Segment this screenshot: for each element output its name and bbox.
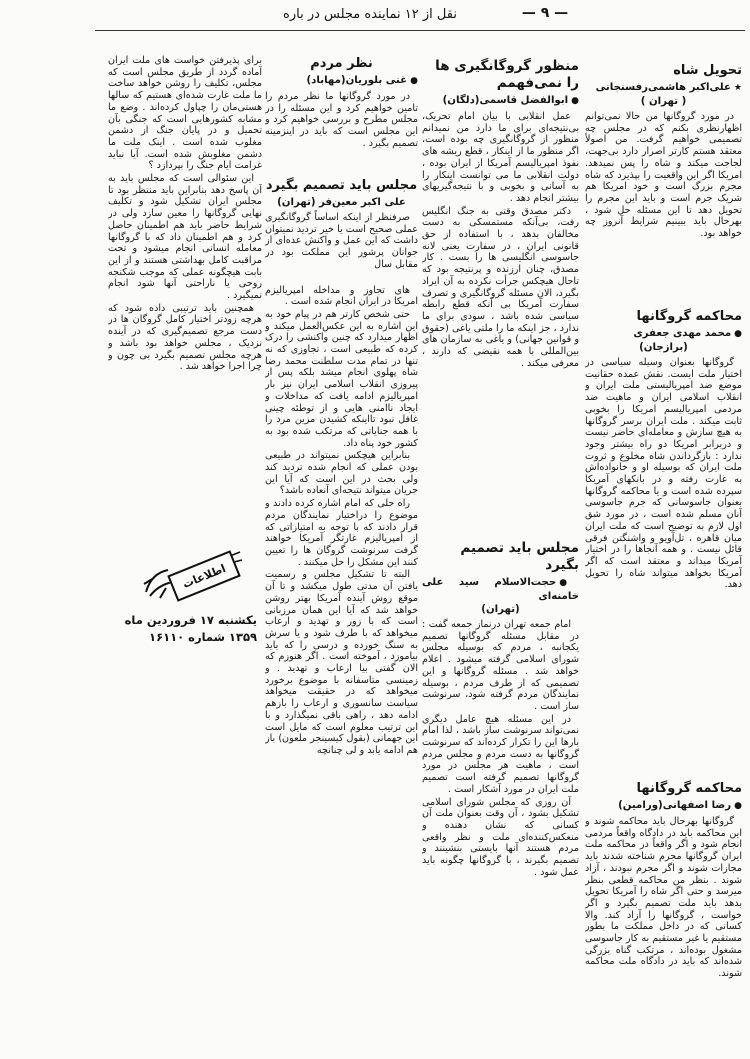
byline	[585, 81, 742, 95]
article-heading: تحویل شاه	[673, 63, 742, 78]
bullet-icon: ●	[734, 801, 742, 811]
byline	[422, 94, 579, 108]
bullet-icon: ●	[571, 96, 579, 106]
article-heading: منظور گروگانگیری ها را نمی‌فهمم	[435, 58, 579, 91]
paragraph: در مورد گروگانها من حالا نمی‌توانم اظهارنظری بکنم که در مجلس چه تصمیمی خواهیم گرفت. من اصولاً معتقد هستم کارتر اصرار دارد بی‌جهت، لجاجت میکند و شاه را پس نمیدهد. امریکا اگر این واقعیت را بپذیرد که شاه مجرم بزرگ است و خود امریکا هم شریک جرم است و باید این مجرم را تحویل دهد تا این مسئله حل شود ، بهرحال باید ببینیم شرایط آنروز چه خواهد بود.	[585, 111, 742, 240]
speaker-name: محمد مهدی جعفری	[633, 328, 732, 339]
paragraph: امام جمعه تهران درنماز جمعه گفت : در مقابل مسئله گروگانها تصمیم یکجانبه ، مردم که بوسیله مجلس شورای اسلامی گرفته میشود . اعلام خواهد شد . مسئله گروگانها و این تصمیمی که از طرف مردم ، بوسیله نمایندگان مردم گرفته شود، سرنوشت ساز است .	[422, 619, 579, 712]
bullet-icon: ●	[410, 76, 418, 86]
column-3	[265, 55, 418, 1045]
byline	[265, 74, 418, 88]
column-1	[585, 62, 742, 1054]
byline	[422, 576, 579, 603]
column-2	[422, 58, 579, 1048]
bullet-icon: ●	[559, 578, 579, 588]
constituency: (تهران)	[481, 604, 520, 615]
paragraph: حتی شخص کارتر هم در پیام خود به این اشاره به این عکس‌العمل میکند و اظهار میدارد که چنین واکنشی را درک کرده که طبیعی است ، تجاوزی که نه تنها در تمام مدت سلطنت محمد رضا شاه پهلوی انجام میشد بلکه پس از پیروزی انقلاب اسلامی ایران نیز بار امپریالیزم ادامه یافت که مداخلات و ایجاد ناامنی هایی و از توطئه چینی غافل نبود تااینکه کشیدن مزین مرد را با همه جنایاتی که مرتکب شده بود به کشور خود پناه داد.	[265, 308, 418, 449]
star-icon: ★	[733, 83, 742, 93]
page-number: — ۹ —	[521, 5, 569, 21]
paragraph: همچنین باید ترتیبی داده شود که هرچه زودتر اختیار کامل گروگان ها در دست مرجع تصمیم‌گیری که در آینده نزدیک ، مجلس خواهد بود باشد و هرچه مجلس تصمیم بگیرد بی چون و چرا اجرا خواهد شد .	[108, 302, 262, 373]
speaker-name: علی‌اکبر هاشمی‌رفسنجانی	[595, 82, 731, 93]
article-section	[265, 55, 418, 177]
article-heading: محاکمه گروگانها	[636, 781, 742, 796]
article-section	[585, 780, 742, 980]
constituency: (برازجان)	[639, 342, 688, 353]
speaker-name: غنی بلوریان(مهاباد)	[306, 75, 408, 86]
article-heading: نظر مردم	[310, 56, 373, 71]
issue-number: ۱۳۵۹ شماره ۱۶۱۱۰	[149, 630, 257, 644]
byline	[585, 327, 742, 341]
byline	[585, 799, 742, 813]
paragraph: دکتر مصدق وقتی به جنگ انگلیس رفت، بی‌آنکه مستمسکی به دست مخالفان بدهد ، با استفاده از حق قانونی ایران ، در سفارت یعنی لانه جاسوسی انگلیسی ها را بست . کار مصدق، چنان ارزنده و پرنتیجه بود که تاحال هیچکس جرأت نکرده به آن ایراد بگیرد، الان مسئله گروگانگیری و تصرف سفارت آمریکا بی آنکه قطع رابطه سیاسی شده باشد ، سودی برای ما ندارد ، جز اینکه ما را ملتی یاغی (حقوق و قوانین جهانی) و یاغی به سازمان های بین‌المللی با همه نقیضی که دارند ، معرفی میکند .	[422, 205, 579, 369]
article-section	[265, 177, 418, 757]
paragraph: گروگانها بعنوان وسیله سیاسی در اختیار ملت ایست. نقش عمده حقانیت موضع ضد امپریالیستی ملت ایران و انقلاب اسلامی ایران و ماهیت ضد مردمی امپریالیسم امریکا را بخوبی ثابت میکند . ملت ایران برسر گروگانها به هیچ سازش و معامله‌ای حاضر نیست و دربرابر امریکا دو راه بیشتر وجود ندارد : بازگرداندن شاه مخلوع و ثروت ملت ایران که بوسیله او و خانواده‌اش به غارت رفته و در بانکهای آمریکا سپرده شده است و یا محاکمه گروگانها بعنوان جاسوسانی که جرم جاسوسی آنان مسلم شده است ، در مورد شق اول لازم به توضیح است که ملت ایران میان قاهره ، تل‌آویو و واشنگتن فرقی قائل نیست . و همه آنجاها را در اختیار آمریکا میداند و معتقد است که اگر آمریکا بخواهد میتواند شاه را تحویل دهد.	[585, 357, 742, 591]
constituency: ( تهران )	[640, 96, 687, 107]
dateline	[112, 612, 257, 646]
newspaper-stamp-logo	[140, 548, 245, 604]
issue-date: یکشنبه ۱۷ فروردین ماه	[124, 613, 257, 627]
byline	[265, 196, 418, 209]
speaker-name: ابوالفضل قاسمی(دلگان)	[442, 95, 569, 106]
paragraph: صرفنظر از اینکه اساساً گروگانگیری عملی صحیح است یا خیر تردید نمیتوان داشت که این عمل و واکنش عده‌ای از جوانان پرشور این مملکت بود در مقابل سال	[265, 212, 418, 270]
paragraph: برای پذیرفتن خواست های ملت ایران آماده گردد از طریق مجلس است که مجلس، تکلیف را روشن خواهد ساخت ما ملت غارت شده‌ای هستیم که سالها هستی‌مان را چپاول کرده‌اند . وضع ما مشابه کشورهایی است که جنگی بآن تحمیل و در پایان جنگ از دشمن مغلوب شده است . اینک ملت ما دشمن مغلوبش شده است. آیا نباید غرامت ایام جنگ را بپردازد ؟	[108, 55, 262, 172]
paragraph: های تجاوز و مداخله امپریالیزم امریکا در ایران انجام شده است .	[265, 284, 418, 308]
paragraph: در این مسئله هیچ عامل دیگری نمی‌تواند سرنوشت ساز باشد ، لذا امام بارها این را تکرار کرده‌اند که سرنوشت گروگانها به دست مردم و مجلس مردم است ، ماهیت هر مجلس در مورد گروگانها تصمیم گرفته است تصمیم ملت ایران در مورد آشکار است .	[422, 713, 579, 795]
column-4	[108, 55, 262, 547]
article-section	[585, 62, 742, 308]
paragraph: راه حلی که امام اشاره کرده دادند و موضوع را دراختیار نمایندگان مردم قرار دادند که با توجه به امتیازاتی که از امپریالیزم غارتگر آمریکا خواهند گرفت سرنوشت گروگان ها را تعیین کنند این مشکل را حل میکنند .	[265, 498, 418, 568]
article-section	[422, 58, 579, 540]
paragraph: آن روزی که مجلس شورای اسلامی تشکیل بشود ، آن وقت بعنوان ملت آن کسانی که نشان دهنده و منعکس‌کننده‌ای ملت و نظر واقعی مردم هستند آنها بایستی بنشینند و تصمیم بگیرند ، با گروگانها چگونه باید عمل شود .	[422, 796, 579, 878]
page-header-title: نقل از ۱۲ نماینده مجلس در باره	[283, 7, 457, 22]
header-rule	[95, 30, 745, 31]
article-section	[422, 540, 579, 878]
paragraph: این سئوالی است که مجلس باید به آن پاسخ دهد بنابراین باید منتظر بود تا مجلس ایران تشکیل شود و تکلیف نهایی گروگانها را معین سازد ولی در شرایط حاضر باید هم اطمینان حاصل کرد و هم اطمینان داد که با گروگانها معامله انسانی انجام میشود و تحت مراقبت کامل بهداشتی هستند و از این بابت هیچگونه عملی که موجب شکنجه روحی یا ناراحتی آنها شود انجام نمیگیرد .	[108, 173, 262, 302]
paragraph: بنابراین هیچکس نمیتواند در طبیعی بودن عملی که انجام شده تردید کند ولی بحث در این است که آیا این جریان میتواند نتیجه‌ای آنعاده باشد؟	[265, 450, 418, 497]
speaker-name: رضا اصفهانی(ورامین)	[618, 800, 732, 811]
paragraph: در مورد گروگانها ما نظر مردم را تامین خواهیم کرد و این مسئله را در مجلس مطرح و بررسی خواهیم کرد و این مجلس است که باید در اینزمینه تصمیم بگیرد .	[265, 91, 418, 149]
speaker-name: علی اکبر معین‌فر (تهران)	[277, 197, 406, 208]
article-heading: مجلس باید تصمیم بگیرد	[460, 540, 579, 573]
paragraph: عمل انقلابی با بیان امام تحریک، بی‌نتیجه‌ای برای ما دارد من نمیدانم منظور از گروگانگیری چه بوده است، اگر منظور ما از اینکار ، قطع ریشه های نفوذ امپریالیسم آمریکا از ایران بوده ، دولت انقلابی ما می توانست اینکار را به آسانی و بخوبی و با نتیجه‌گیریهای بیشتر انجام دهد .	[422, 111, 579, 204]
bullet-icon: ●	[734, 329, 742, 339]
article-section	[585, 308, 742, 780]
paragraph: البته تا تشکیل مجلس و رسمیت یافتن آن مدتی طول میکشد و تا آن موقع روش آینده آمریکا بهتر روشن خواهد شد که آیا این همان مرزبانی است که با زور و تهدید و ارعاب میخواهد که با طرف شود و یا سرش به سنگ خورده و درسی را که باید بیاموزد ، آموخته است . اگر هنوزم که الان گفتی بیا ارعاب و تهدید . و زمینسی متاسفانه با موضوع برخورد میخواهد که در حقیقت میخواهد سیاست سانسوری و ارعاب را بازهم ادامه دهد ، راهی باقی نمیگذارد و با این ترتیب معلوم است که مایل است این جهمانی (بقول کیسینجر ملعون) باز هم ادامه یابد و لی چنانچه	[265, 569, 418, 756]
paragraph: گروگانها بهرحال باید محاکمه شوند و این محاکمه باید در دادگاه واقعاً مردمی انجام شود و اگر واقعاً در محاکمه ملت ایران گروگانها مجرم شناخته شدند باید مجازات شوند و اگر مجرم نبودند ، آزاد شوند . بنظر من محاکمه قطعی بنظر میرسد و حتی اگر شاه را آمریکا تحویل بدهد باید ملت تصمیم بگیرد و اگر خواست ، گروگانها را آزاد کند. والا کسانی که در داخل مملکت ما بطور مستقیم یا غیر مستقیم به کار جاسوسی مشغول بوده‌اند ، مرتکب گناه بزرگی شده‌اند که باید در دادگاه ملت محاکمه شوند.	[585, 816, 742, 980]
article-heading: محاکمه گروگانها	[636, 309, 742, 324]
stamp-label: اطلاعات	[167, 550, 241, 601]
article-heading: مجلس باید تصمیم بگیرد	[265, 178, 418, 193]
speaker-name: حجت‌الاسلام سید علی خامنه‌ای	[422, 577, 579, 602]
